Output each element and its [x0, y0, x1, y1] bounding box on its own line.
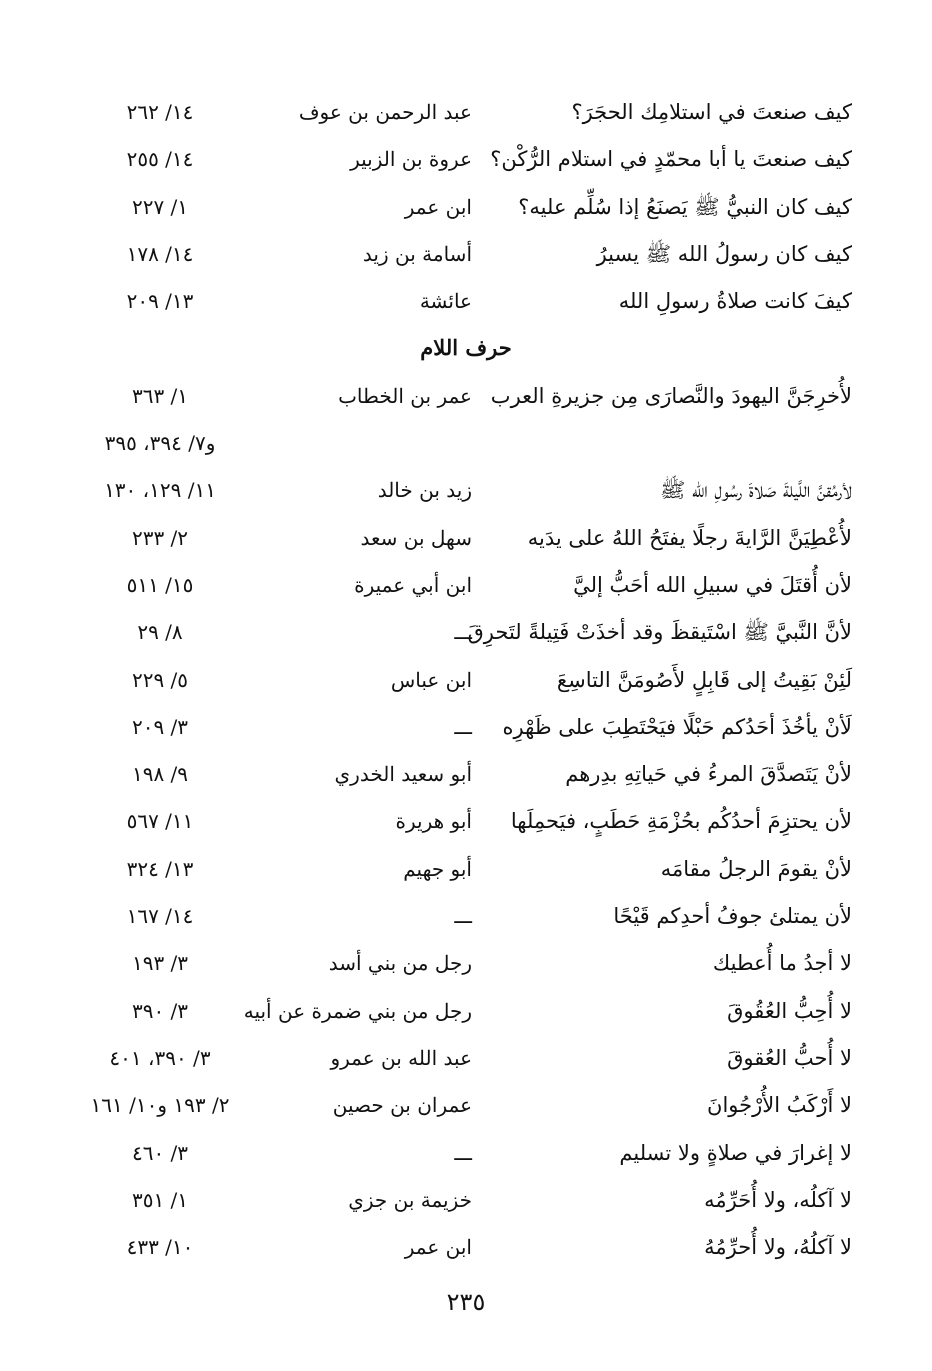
- index-entry: [0, 1085, 932, 1132]
- volume-page-ref: ١٣/ ٣٢٤: [126, 856, 194, 881]
- index-entry: [0, 234, 932, 281]
- narrator-name: رجل من بني أسد: [328, 951, 472, 976]
- narrator-name: زيد بن خالد: [377, 478, 472, 503]
- narrator-name: ابن عمر: [404, 194, 472, 219]
- hadith-index-list: [0, 92, 932, 1274]
- narrator-name: خزيمة بن جزي: [348, 1187, 472, 1212]
- index-entry: [0, 376, 932, 423]
- narrator-name: ـــ: [454, 714, 472, 739]
- volume-page-ref: ٨/ ٢٩: [137, 620, 183, 645]
- narrator-name: أبو جهيم: [403, 856, 472, 881]
- index-entry: [0, 707, 932, 754]
- index-entry: [0, 660, 932, 707]
- hadith-text: لأرمُقنَّ اللَّيلةَ صَلاةَ رسُولِ الله ﷺ: [659, 478, 852, 503]
- volume-page-ref: ١/ ٢٢٧: [131, 194, 189, 219]
- index-entry: [0, 565, 932, 612]
- hadith-text: لا إغرارَ في صلاةٍ ولا تسليم: [619, 1140, 852, 1165]
- index-entry: [0, 1227, 932, 1274]
- index-entry: [0, 1133, 932, 1180]
- narrator-name: عبد الرحمن بن عوف: [298, 100, 472, 124]
- narrator-name: ـــ: [454, 1140, 472, 1165]
- narrator-name: سهل بن سعد: [360, 525, 472, 550]
- hadith-text: لأن يمتلئ جوفُ أحدِكم قَيْحًا: [613, 904, 852, 929]
- hadith-text: كيف صنعتَ يا أبا محمّدٍ في استلام الرُّكْن؟: [490, 147, 852, 172]
- hadith-text: لا أَرْكَبُ الأُرْجُوانَ: [707, 1093, 852, 1118]
- index-entry: [0, 470, 932, 517]
- hadith-text: لأُخرِجَنَّ اليهودَ والنَّصارَى مِن جزيرةِ العرب: [490, 383, 852, 408]
- index-entry: [0, 754, 932, 801]
- narrator-name: أبو هريرة: [395, 809, 472, 834]
- narrator-name: عمران بن حصين: [332, 1093, 472, 1118]
- index-entry: [0, 139, 932, 186]
- index-entry: [0, 849, 932, 896]
- index-entry: [0, 943, 932, 990]
- hadith-text: لأنْ يقومَ الرجلُ مقامَه: [660, 856, 852, 881]
- narrator-name: رجل من بني ضمرة عن أبيه: [243, 998, 472, 1023]
- volume-page-ref: ٣/ ٢٠٩: [131, 714, 189, 739]
- hadith-text: لَأنْ يأخُذَ أحَدُكم حَبْلًا فيَحْتَطِبَ على ظَهْرِه: [502, 714, 852, 739]
- narrator-name: ابن عمر: [404, 1235, 472, 1260]
- hadith-text: كيف كان النبيُّ ﷺ يَصنَعُ إذا سُلِّم عليه؟: [518, 194, 852, 219]
- index-entry: [0, 423, 932, 470]
- hadith-text: لا آكلُه، ولا أُحَرِّمُه: [704, 1187, 852, 1212]
- index-entry: [0, 187, 932, 234]
- hadith-text: لا أُحِبُّ العُقُوقَ: [727, 998, 852, 1023]
- narrator-name: ابن أبي عميرة: [354, 572, 472, 597]
- volume-page-ref: ١١/ ٥٦٧: [126, 809, 194, 834]
- index-entry: [0, 518, 932, 565]
- hadith-text: كيف صنعتَ في استلامِك الحجَرَ؟: [571, 100, 852, 124]
- index-entry: [0, 92, 932, 139]
- volume-page-ref: ٣/ ١٩٣: [131, 951, 189, 976]
- volume-page-ref: ١٤/ ١٦٧: [126, 904, 194, 929]
- volume-page-ref: ١٤/ ٢٦٢: [126, 100, 194, 124]
- hadith-text: كيفَ كانت صلاةُ رسولِ الله: [618, 289, 852, 314]
- hadith-text: لا أجدُ ما أُعطيك: [712, 951, 852, 976]
- index-entry: [0, 896, 932, 943]
- section-heading: [0, 328, 932, 375]
- narrator-name: أسامة بن زيد: [362, 241, 472, 266]
- hadith-text: لا أُحبُّ العُقوقَ: [727, 1045, 852, 1070]
- narrator-name: عروة بن الزبير: [350, 147, 472, 172]
- narrator-name: ابن عباس: [390, 667, 472, 692]
- narrator-name: أبو سعيد الخدري: [334, 762, 472, 787]
- section-heading-text: حرف اللام: [420, 335, 512, 361]
- volume-page-ref: ١٠/ ٤٣٣: [126, 1235, 194, 1260]
- volume-page-ref: ٣/ ٣٩٠: [131, 998, 189, 1023]
- narrator-name: عائشة: [419, 289, 472, 314]
- hadith-text: كيف كان رسولُ الله ﷺ يسيرُ: [596, 241, 852, 266]
- hadith-text: لَئِنْ بَقِيتُ إلى قَابِلٍ لأَصُومَنَّ التاسِعَ: [556, 667, 852, 692]
- volume-page-ref: ١/ ٣٦٣: [131, 383, 189, 408]
- narrator-name: عمر بن الخطاب: [338, 383, 472, 408]
- narrator-name: عبد الله بن عمرو: [330, 1045, 472, 1070]
- narrator-name: ـــ: [454, 904, 472, 929]
- hadith-text: لأن يحتزِمَ أحدُكُم بحُزْمَةِ حَطَبٍ، فيَحمِلَها: [510, 809, 852, 834]
- volume-page-ref: ٢/ ٢٣٣: [131, 525, 189, 550]
- index-entry: [0, 281, 932, 328]
- volume-page-ref: ٩/ ١٩٨: [131, 762, 189, 787]
- volume-page-ref: ٢/ ١٩٣ و١٠/ ١٦١: [90, 1093, 230, 1118]
- volume-page-ref: ١٤/ ٢٥٥: [126, 147, 194, 172]
- index-entry: [0, 1180, 932, 1227]
- volume-page-ref: ١١/ ١٢٩، ١٣٠: [104, 478, 216, 503]
- hadith-text: لأن أُقتَلَ في سبيلِ الله أحَبُّ إليَّ: [573, 572, 852, 597]
- volume-page-ref: ١٥/ ٥١١: [126, 572, 194, 597]
- hadith-text: لأُعْطِيَنَّ الرَّايةَ رجلًا يفتَحُ اللهُ على يدَيه: [527, 525, 852, 550]
- index-entry: [0, 991, 932, 1038]
- index-entry: [0, 1038, 932, 1085]
- volume-page-ref: ٣/ ٤٦٠: [131, 1140, 189, 1165]
- index-entry: [0, 612, 932, 659]
- narrator-name: ـــ: [454, 620, 472, 645]
- volume-page-ref: ١٣/ ٢٠٩: [126, 289, 194, 314]
- volume-page-ref: ٣/ ٣٩٠، ٤٠١: [109, 1045, 211, 1070]
- hadith-text: لأنْ يَتَصدَّقَ المرءُ في حَياتِهِ بدِرهم: [565, 762, 852, 787]
- volume-page-ref: ١٤/ ١٧٨: [126, 241, 194, 266]
- volume-page-ref: ١/ ٣٥١: [131, 1187, 189, 1212]
- index-entry: [0, 801, 932, 848]
- hadith-text: لا آكلُهُ، ولا أُحرِّمُهُ: [704, 1235, 852, 1260]
- hadith-text: لأنَّ النَّبيَّ ﷺ اسْتَيقظَ وقد أخذَتْ فَتِيلةً لتَحرِقَ: [467, 620, 852, 645]
- page-number: ٢٣٥: [446, 1288, 486, 1316]
- volume-page-ref: ٥/ ٢٢٩: [131, 667, 189, 692]
- volume-page-ref: و٧/ ٣٩٤، ٣٩٥: [104, 431, 216, 456]
